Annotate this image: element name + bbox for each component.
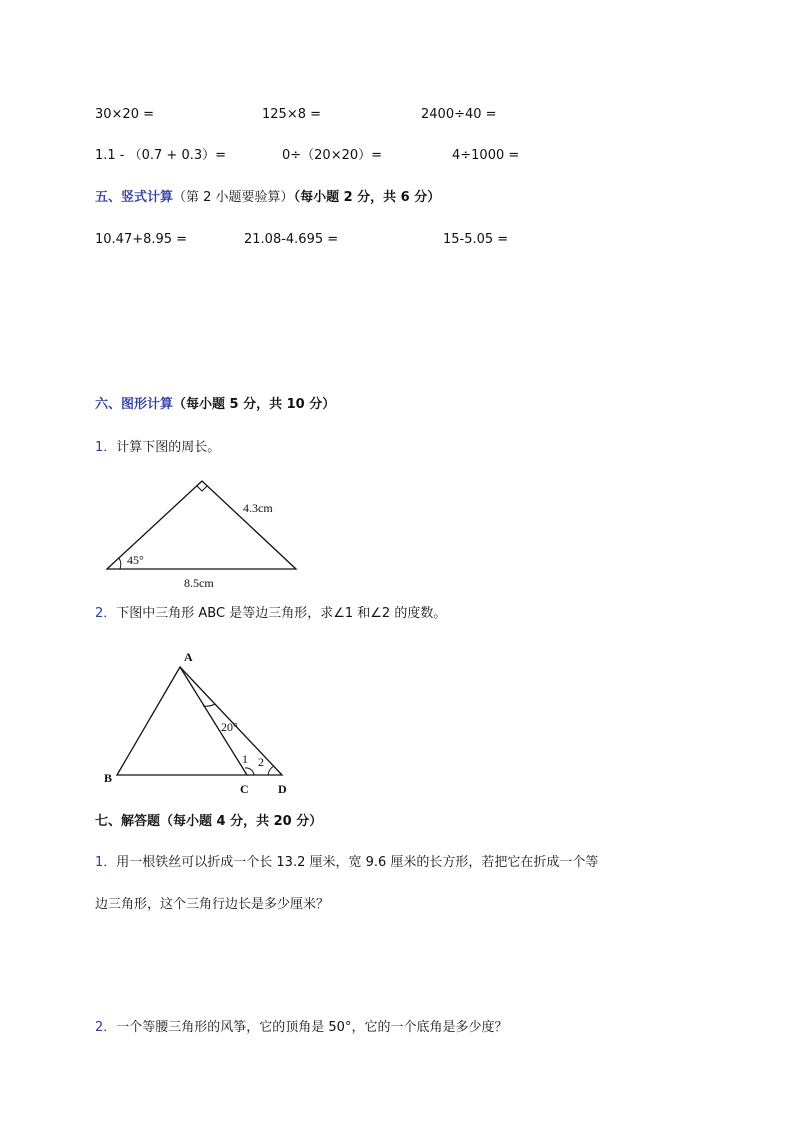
question-text: 用一根铁丝可以折成一个长 13.2 厘米，宽 9.6 厘米的长方形，若把它在折成一个等 (116, 855, 599, 870)
figure-equilateral-triangle (104, 650, 287, 796)
angle-label: 45° (127, 553, 144, 567)
figure-right-triangle (107, 481, 296, 590)
section7-question-1 (95, 855, 598, 871)
problem-30x20: 30×20 = (95, 107, 155, 122)
section7-heading (95, 814, 322, 830)
problem-0-div: 0÷（20×20）= (282, 148, 383, 163)
section6-score: （每小题 5 分，共 10 分） (173, 397, 336, 412)
question-text: 计算下图的周长。 (116, 440, 221, 455)
section7-title: 七、解答题 (95, 814, 161, 829)
section5-note: （第 2 小题要验算） (173, 190, 294, 205)
section7-question-2 (95, 1020, 507, 1036)
problem-125x8: 125×8 = (262, 107, 322, 122)
angle-2-arc (268, 766, 274, 775)
vertex-c-label: C (240, 782, 249, 796)
vertical-problem-3: 15-5.05 = (443, 232, 509, 247)
vertical-problem-2: 21.08-4.695 = (244, 232, 339, 247)
angle-1-label: 1 (242, 752, 248, 766)
question-number: 1． (95, 440, 117, 455)
question-number: 2． (95, 1020, 117, 1035)
problem-4div1000: 4÷1000 = (452, 148, 520, 163)
question-text: 下图中三角形 ABC 是等边三角形，求∠1 和∠2 的度数。 (116, 606, 447, 621)
section7-score: （每小题 4 分，共 20 分） (160, 814, 323, 829)
question-number: 2． (95, 606, 117, 621)
problem-1.1-minus: 1.1 - （0.7 + 0.3）= (95, 148, 227, 163)
problem-2400div40: 2400÷40 = (421, 107, 497, 122)
section5-title: 五、竖式计算 (95, 190, 174, 205)
right-angle-mark (197, 486, 207, 491)
vertex-d-label: D (278, 782, 287, 796)
angle-arc (119, 558, 121, 569)
section5-score: （每小题 2 分，共 6 分） (293, 190, 441, 205)
angle-2-label: 2 (258, 755, 264, 769)
angle-20-label: 20° (221, 720, 238, 734)
side-length-label: 4.3cm (243, 501, 273, 515)
angle-20-arc (203, 704, 215, 706)
vertex-a-label: A (184, 650, 193, 664)
question-text: 一个等腰三角形的风筝，它的顶角是 50°，它的一个底角是多少度？ (116, 1020, 508, 1035)
section6-question-2 (95, 606, 446, 622)
vertex-b-label: B (104, 771, 113, 785)
section7-question-1-cont: 边三角形，这个三角行边长是多少厘米？ (95, 897, 330, 912)
question-number: 1． (95, 855, 117, 870)
vertical-problem-1: 10.47+8.95 = (95, 232, 188, 247)
base-length-label: 8.5cm (184, 576, 214, 590)
section6-title: 六、图形计算 (95, 397, 174, 412)
